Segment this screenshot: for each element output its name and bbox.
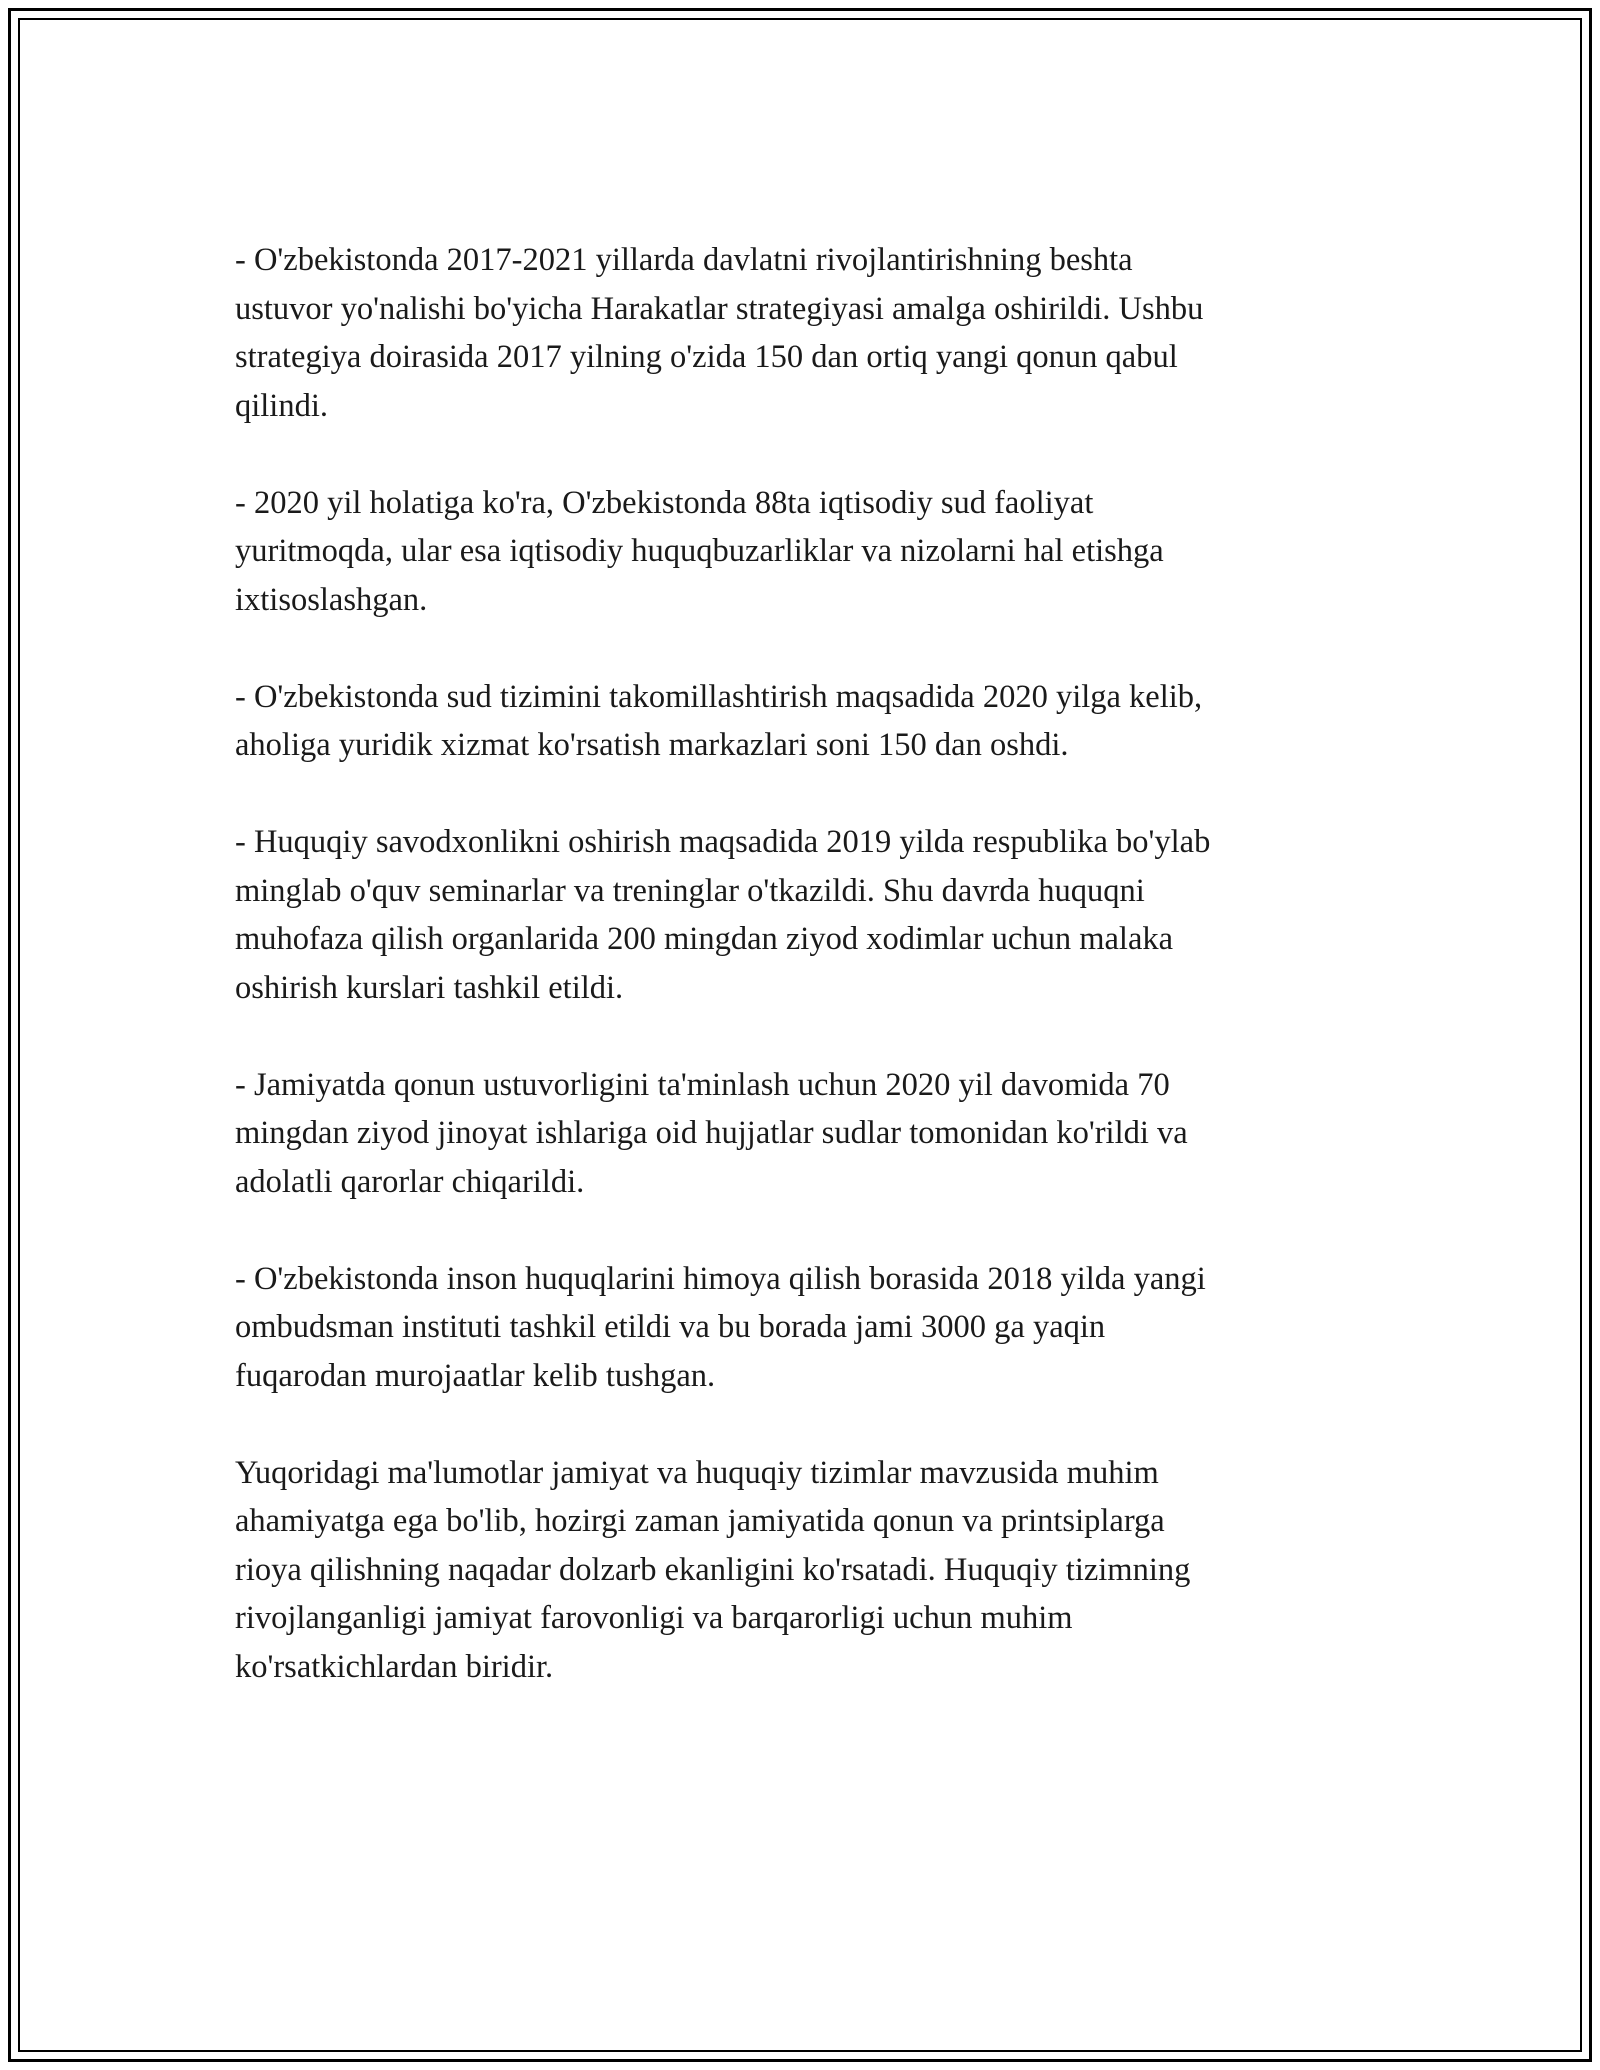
text-line: - O'zbekistonda inson huquqlarini himoya qilish borasida 2018 yilda yangi [235, 1260, 1206, 1297]
text-line: adolatli qarorlar chiqarildi. [235, 1163, 585, 1200]
text-line: - O'zbekistonda 2017-2021 yillarda davlatni rivojlantirishning beshta [235, 242, 1133, 278]
text-line: - 2020 yil holatiga ko'ra, O'zbekistonda 88ta iqtisodiy sud faoliyat [235, 484, 1094, 521]
text-line: - O'zbekistonda sud tizimini takomillashtirish maqsadida 2020 yilga kelib, [235, 678, 1203, 715]
paragraph-rule-of-law [235, 1061, 1365, 1207]
text-line: - Jamiyatda qonun ustuvorligini ta'minlash uchun 2020 yil davomida 70 [235, 1066, 1170, 1103]
text-line: ustuvor yo'nalishi bo'yicha Harakatlar strategiyasi amalga oshirildi. Ushbu [235, 290, 1204, 327]
text-line: qilindi. [235, 387, 328, 424]
text-line: rioya qilishning naqadar dolzarb ekanligini ko'rsatadi. Huquqiy tizimning [235, 1551, 1191, 1588]
text-line: strategiya doirasida 2017 yilning o'zida 150 dan ortiq yangi qonun qabul [235, 339, 1178, 375]
text-line: fuqarodan murojaatlar kelib tushgan. [235, 1357, 716, 1394]
text-line: rivojlanganligi jamiyat farovonligi va barqarorligi uchun muhim [235, 1600, 1073, 1636]
text-line: Yuqoridagi ma'lumotlar jamiyat va huquqiy tizimlar mavzusida muhim [235, 1454, 1159, 1491]
paragraph-conclusion [235, 1449, 1365, 1692]
paragraph-economic-courts [235, 479, 1365, 625]
paragraph-legal-literacy [235, 818, 1365, 1012]
text-line: muhofaza qilish organlarida 200 mingdan ziyod xodimlar uchun malaka [235, 921, 1174, 957]
text-line: oshirish kurslari tashkil etildi. [235, 969, 624, 1006]
document-body [235, 236, 1365, 1740]
text-line: ko'rsatkichlardan biridir. [235, 1648, 554, 1685]
text-line: minglab o'quv seminarlar va treninglar o'tkazildi. Shu davrda huquqni [235, 872, 1145, 909]
text-line: - Huquqiy savodxonlikni oshirish maqsadida 2019 yilda respublika bo'ylab [235, 824, 1211, 860]
text-line: ombudsman instituti tashkil etildi va bu borada jami 3000 ga yaqin [235, 1309, 1106, 1345]
text-line: ahamiyatga ega bo'lib, hozirgi zaman jamiyatida qonun va printsiplarga [235, 1503, 1165, 1539]
text-line: aholiga yuridik xizmat ko'rsatish markazlari soni 150 dan oshdi. [235, 727, 1069, 763]
paragraph-strategy [235, 236, 1365, 430]
text-line: yuritmoqda, ular esa iqtisodiy huquqbuzarliklar va nizolarni hal etishga [235, 533, 1164, 569]
paragraph-ombudsman [235, 1255, 1365, 1401]
text-line: ixtisoslashgan. [235, 581, 428, 618]
paragraph-legal-service-centers [235, 673, 1365, 770]
text-line: mingdan ziyod jinoyat ishlariga oid hujjatlar sudlar tomonidan ko'rildi va [235, 1115, 1188, 1151]
